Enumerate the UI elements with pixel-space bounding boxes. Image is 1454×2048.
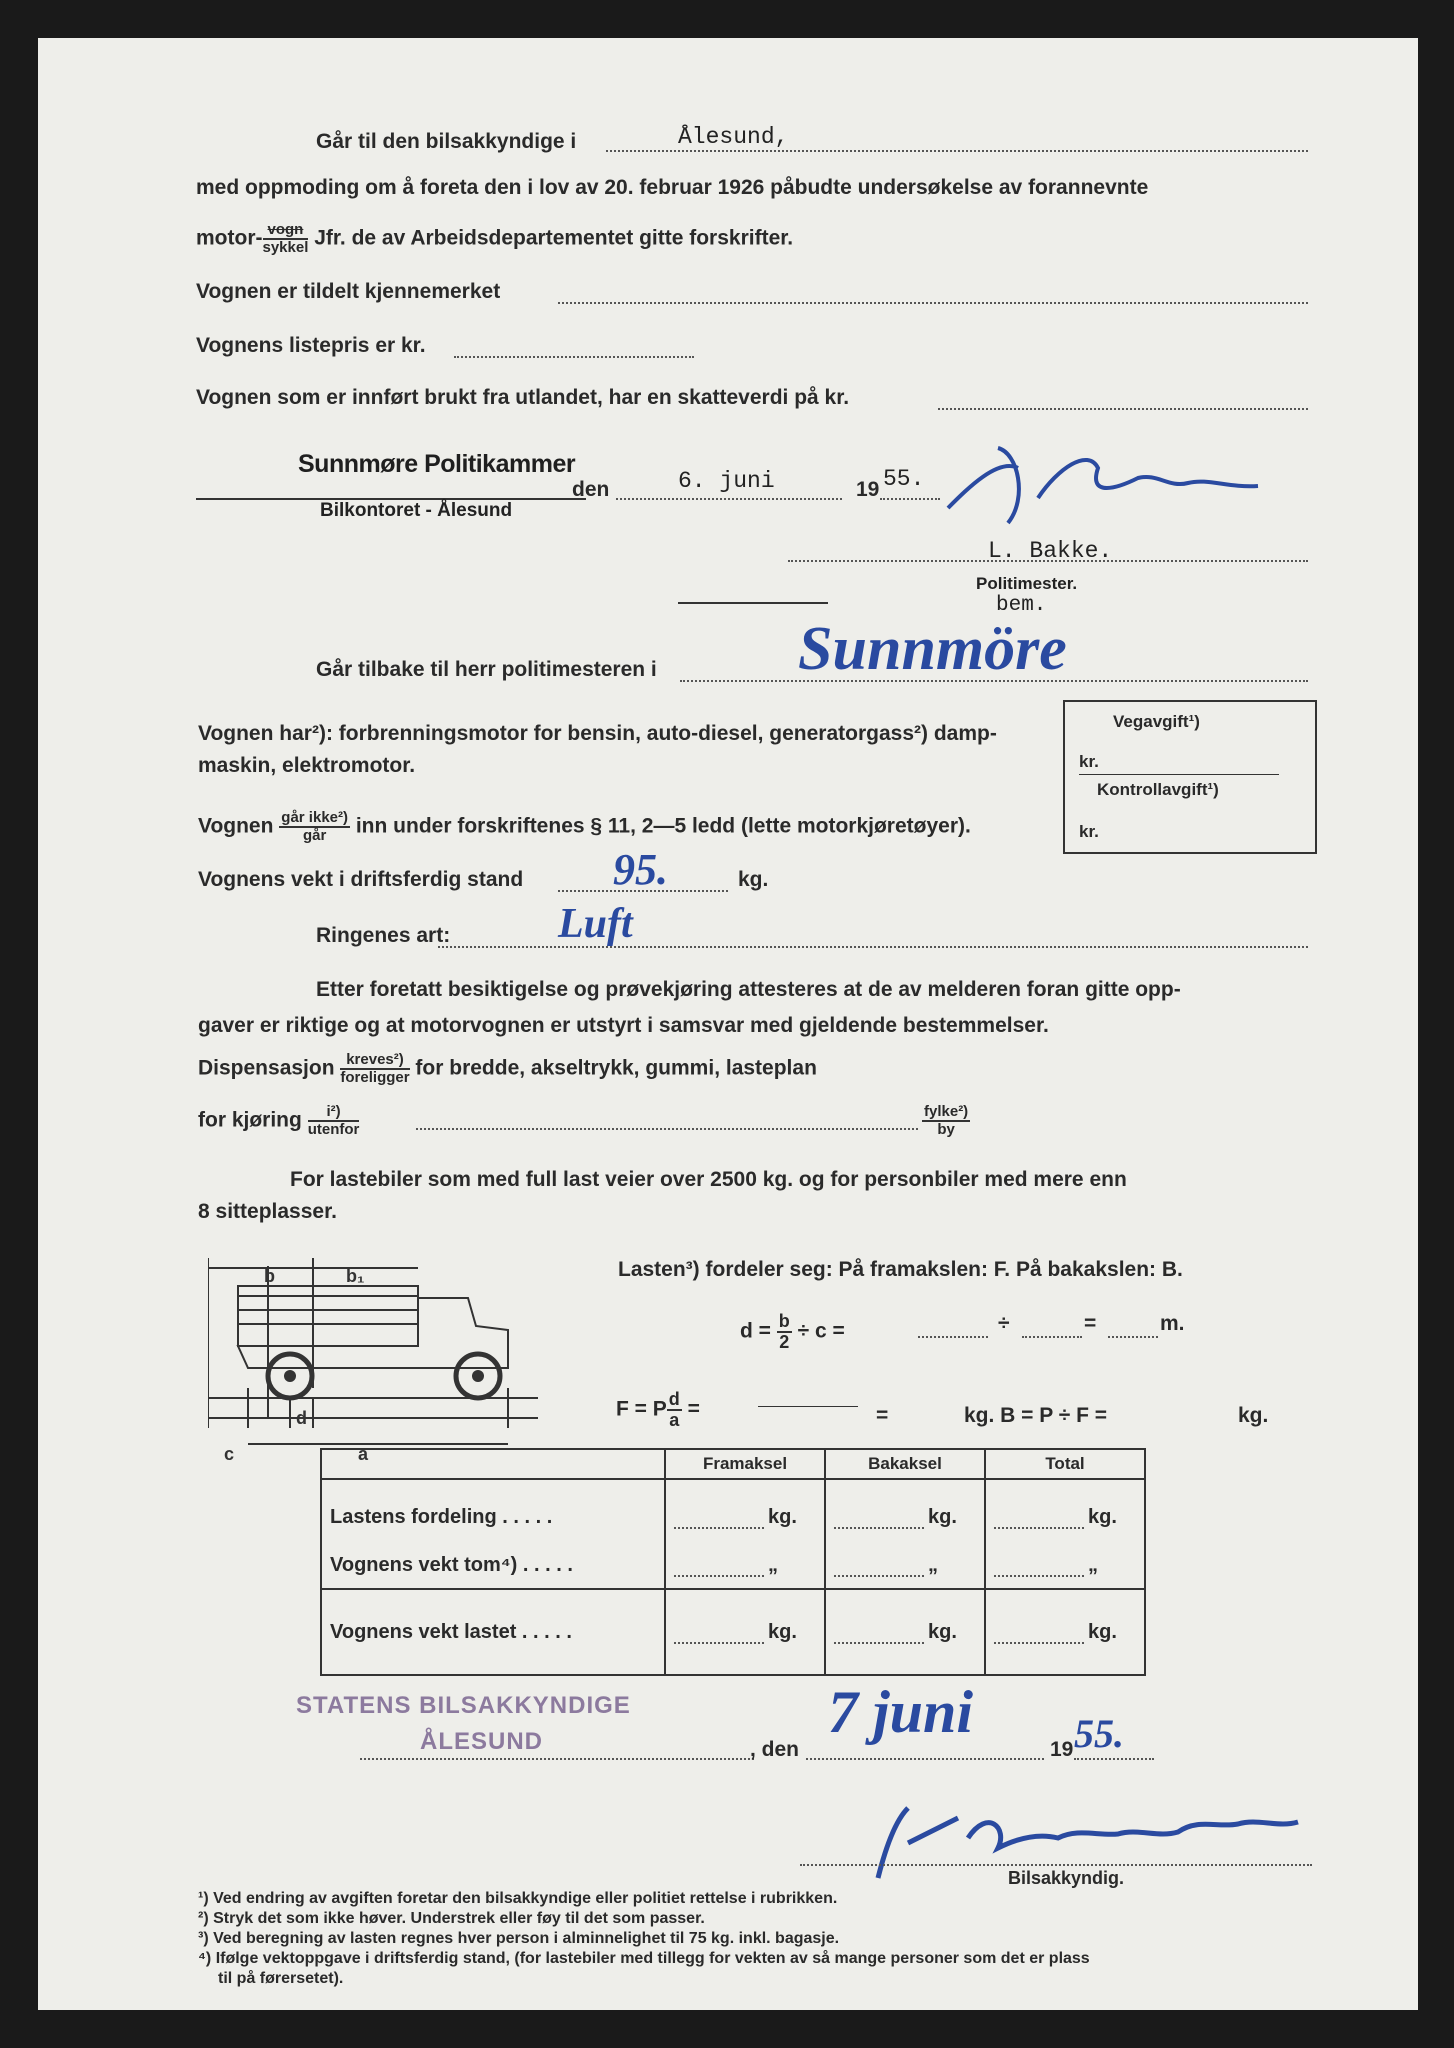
motor-rest: Jfr. de av Arbeidsdepartementet gitte forskrifter.: [314, 226, 794, 250]
weight-value-handwritten: 95.: [613, 845, 668, 894]
label-c: c: [224, 1444, 235, 1464]
dotted-line: [918, 1336, 988, 1338]
frac-bottom: foreligger: [340, 1068, 410, 1086]
frac-bottom: by: [937, 1120, 955, 1138]
load-table: [320, 1448, 1146, 1676]
attest-line2: gaver er riktige og at motorvognen er utstyrt i samsvar med gjeldende bestemmelser.: [198, 1014, 1049, 1037]
label-d: d: [296, 1408, 307, 1428]
label-a: a: [358, 1444, 369, 1464]
kjoring-line: [198, 1104, 359, 1138]
cell-fill: [994, 1624, 1084, 1644]
dotted-line: [454, 356, 694, 358]
cell-fill: [994, 1509, 1084, 1529]
row-cell: [985, 1544, 1145, 1589]
police-sign-title: Politimester.: [976, 574, 1078, 593]
d-unit: m.: [1160, 1312, 1185, 1335]
expert-date-handwritten: 7 juni: [828, 1679, 974, 1745]
dotted-line: [880, 498, 940, 500]
cell-fill: [834, 1557, 924, 1577]
cell-fill: [674, 1509, 764, 1529]
header-line2: med oppmoding om å foreta den i lov av 20. februar 1926 påbudte undersøkelse av forannevnte: [196, 176, 1149, 199]
dotted-line: [606, 150, 1308, 152]
expert-year-handwritten: 55.: [1074, 1711, 1124, 1756]
dotted-line: [1074, 1758, 1154, 1760]
d-eq: d =: [740, 1319, 771, 1343]
d-over-a: [667, 1390, 682, 1430]
cell-unit: „: [1088, 1554, 1098, 1577]
f-eq3: =: [876, 1404, 889, 1427]
f-kg2: kg.: [1238, 1404, 1269, 1427]
vogn-sykkel-fraction: [263, 222, 309, 256]
weight-label: Vognens vekt i driftsferdig stand: [198, 868, 524, 891]
frac-bottom: 2: [779, 1331, 790, 1352]
expert-year-prefix: 19: [1050, 1738, 1074, 1761]
disp-prefix: Dispensasjon: [198, 1056, 335, 1080]
return-city-handwritten: Sunnmöre: [798, 615, 1067, 683]
header-line5: Vognens listepris er kr.: [196, 334, 426, 357]
d-formula: [740, 1312, 845, 1352]
b-over-2: [777, 1312, 792, 1352]
frac-top: fylke²): [924, 1103, 969, 1120]
row-cell: [825, 1589, 985, 1675]
police-date: 6. juni: [678, 468, 775, 494]
expert-title: Bilsakkyndig.: [1008, 1868, 1125, 1888]
police-year-prefix: 19: [856, 478, 880, 501]
motor-label: motor-: [196, 226, 263, 250]
form-page: [38, 38, 1418, 2010]
frac-bottom: sykkel: [262, 238, 309, 256]
frac-bottom: a: [669, 1409, 680, 1430]
table-header-bakaksel: Bakaksel: [825, 1449, 985, 1479]
fraction-line: [758, 1406, 858, 1407]
dispensation-line: [198, 1052, 817, 1086]
kj-right: [922, 1104, 970, 1138]
footnote-1: ¹) Ved endring av avgiften foretar den bilsakkyndige eller politiet rettelse i rubrikken.: [198, 1890, 838, 1907]
table-row: [321, 1479, 1145, 1544]
table-header-empty: [321, 1449, 665, 1479]
lasten-line: Lasten³) fordeler seg: På framakslen: F. På bakakslen: B.: [618, 1258, 1183, 1281]
veg-label: Vegavgift¹): [1113, 712, 1200, 731]
cell-unit: kg.: [1088, 1620, 1117, 1643]
fee-box: [1063, 700, 1317, 854]
dotted-line: [558, 302, 1308, 304]
cell-fill: [674, 1557, 764, 1577]
expert-den: , den: [750, 1738, 800, 1761]
cell-unit: kg.: [768, 1506, 797, 1529]
cell-fill: [994, 1557, 1084, 1577]
kontroll-label: Kontrollavgift¹): [1097, 780, 1219, 799]
label-b1: b₁: [346, 1266, 365, 1286]
cell-unit: kg.: [928, 1506, 957, 1529]
tire-value-handwritten: Luft: [558, 901, 633, 947]
header-line1-label: Går til den bilsakkyndige i: [316, 130, 577, 153]
police-office-sub: Bilkontoret - Ålesund: [320, 500, 513, 521]
cell-unit: kg.: [1088, 1506, 1117, 1529]
police-sign-name: L. Bakke.: [988, 538, 1113, 564]
row-cell: [665, 1544, 825, 1589]
label-b: b: [264, 1266, 275, 1286]
f-kg: kg. B = P ÷ F =: [964, 1404, 1108, 1427]
footnote-2: ²) Stryk det som ikke høver. Understrek eller føy til det som passer.: [198, 1910, 705, 1927]
f-eq2: =: [687, 1397, 700, 1421]
row-cell: [985, 1589, 1145, 1675]
row-cell: [665, 1479, 825, 1544]
lastebil-line2: 8 sitteplasser.: [198, 1200, 337, 1223]
d-rest: ÷ c =: [797, 1319, 845, 1343]
footnote-3: ³) Ved beregning av lasten regnes hver person i alminnelighet til 75 kg. inkl. bagasje.: [198, 1930, 840, 1947]
row-cell: [825, 1479, 985, 1544]
f-formula: [616, 1390, 700, 1430]
dotted-line: [938, 408, 1308, 410]
header-line3: [196, 222, 793, 256]
separator-line: [678, 602, 828, 604]
kr-label-1: kr.: [1079, 752, 1099, 771]
header-line4: Vognen er tildelt kjennemerket: [196, 280, 501, 303]
police-year: 55.: [883, 466, 925, 492]
expert-stamp-line1: STATENS BILSAKKYNDIGE: [296, 1692, 631, 1719]
kj-right-fraction: [922, 1104, 970, 1138]
kr-label-2: kr.: [1079, 822, 1099, 841]
expert-stamp-line2: ÅLESUND: [420, 1728, 544, 1755]
frac-top: går ikke²): [281, 809, 348, 826]
frac-bottom: går: [302, 826, 327, 844]
rule-line: [198, 810, 971, 844]
d-eq2: =: [1084, 1312, 1097, 1335]
lastebil-line1: For lastebiler som med full last veier over 2500 kg. og for personbiler med mere enn: [290, 1168, 1127, 1191]
dotted-line: [800, 1864, 1312, 1866]
return-text: Går tilbake til herr politimesteren i: [316, 658, 657, 681]
footnote-5: til på førersetet).: [218, 1970, 344, 1987]
police-office: Sunnmøre Politikammer: [298, 450, 576, 478]
dotted-line: [616, 498, 842, 500]
police-sign-title2: bem.: [996, 594, 1047, 617]
row-label: Lastens fordeling . . . . .: [321, 1479, 665, 1544]
motor-line2: maskin, elektromotor.: [198, 754, 416, 777]
dotted-line: [416, 1128, 918, 1130]
kj-fraction: [308, 1104, 360, 1138]
fee-line: [1079, 774, 1279, 775]
table-header-total: Total: [985, 1449, 1145, 1479]
f-eq: F = P: [616, 1397, 667, 1421]
table-row: [321, 1589, 1145, 1675]
disp-rest: for bredde, akseltrykk, gummi, lasteplan: [415, 1056, 817, 1080]
cell-fill: [834, 1624, 924, 1644]
row-cell: [985, 1479, 1145, 1544]
cell-unit: „: [768, 1554, 778, 1577]
frac-top: b: [778, 1311, 790, 1331]
truck-diagram: [208, 1248, 628, 1468]
frac-top: vogn: [263, 222, 309, 240]
footnote-4: ⁴) Ifølge vektoppgave i driftsferdig stand, (for lastebiler med tillegg for vekten av så mange personer som det er plass: [198, 1950, 1090, 1967]
motor-line1: Vognen har²): forbrenningsmotor for bensin, auto-diesel, generatorgass²) damp-: [198, 722, 997, 745]
row-label: Vognens vekt lastet . . . . .: [321, 1589, 665, 1675]
header-line1: [316, 130, 576, 154]
row-cell: [665, 1589, 825, 1675]
row-cell: [825, 1544, 985, 1589]
frac-top: kreves²): [340, 1052, 409, 1070]
tire-label: Ringenes art:: [316, 924, 451, 947]
police-den: den: [572, 478, 610, 501]
table-row: [321, 1544, 1145, 1589]
frac-top: d: [668, 1389, 680, 1409]
rule-prefix: Vognen: [198, 814, 274, 838]
cell-unit: kg.: [768, 1620, 797, 1643]
d-div: ÷: [998, 1312, 1010, 1335]
kj-prefix: for kjøring: [198, 1108, 302, 1132]
header-line6: Vognen som er innført brukt fra utlandet, har en skatteverdi på kr.: [196, 386, 850, 409]
table-header-framaksel: Framaksel: [665, 1449, 825, 1479]
row-label: Vognens vekt tom⁴) . . . . .: [321, 1544, 665, 1589]
dotted-line: [360, 1758, 754, 1760]
weight-unit: kg.: [738, 868, 769, 891]
cell-unit: „: [928, 1554, 938, 1577]
frac-bottom: utenfor: [307, 1120, 360, 1138]
rule-fraction: [279, 810, 350, 844]
dotted-line: [1108, 1336, 1158, 1338]
header-city: Ålesund,: [678, 124, 789, 150]
attest-line1: Etter foretatt besiktigelse og prøvekjøring attesteres at de av melderen foran gitte opp-: [316, 978, 1181, 1001]
dotted-line: [1022, 1336, 1082, 1338]
cell-unit: kg.: [928, 1620, 957, 1643]
cell-fill: [834, 1509, 924, 1529]
cell-fill: [674, 1624, 764, 1644]
disp-fraction: [340, 1052, 409, 1086]
frac-top: i²): [308, 1104, 360, 1122]
dotted-line: [806, 1758, 1044, 1760]
police-signature: [938, 428, 1278, 538]
rule-rest: inn under forskriftenes § 11, 2—5 ledd (lette motorkjøretøyer).: [355, 814, 971, 838]
